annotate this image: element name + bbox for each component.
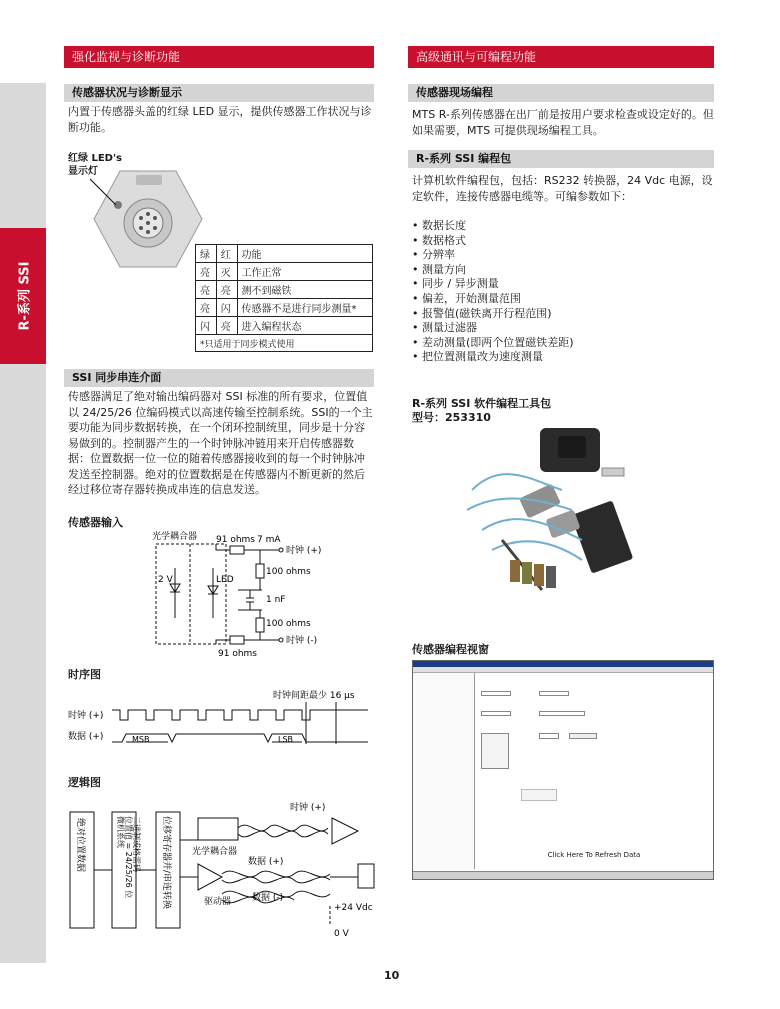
timing-interval-label: 时钟间距最少 16 μs [273,691,355,701]
kit-title: R-系列 SSI 软件编程工具包 [412,397,552,410]
logic-data-minus: 数据 (-) [252,893,284,903]
input-circuit-diagram [150,528,350,660]
param-item: • 把位置测量改为速度测量 [412,350,543,364]
logic-driver: 驱动器 [204,897,232,907]
screenshot-refresh[interactable]: Click Here To Refresh Data [547,851,641,859]
screenshot-form [479,681,705,771]
circuit-r1-label: 91 ohms [216,535,255,545]
timing-data-label: 数据 (+) [68,732,104,742]
screenshot-taskbar [413,871,713,879]
circuit-current-label: 7 mA [257,535,281,545]
param-item: • 数据格式 [412,233,466,247]
led-cell: 亮 [216,281,237,299]
pkg-text: 计算机软件编程包，包括：RS232 转换器，24 Vdc 电源，设定软件，连接传感器电缆等。可编参数如下： [412,174,713,203]
logic-clock-plus: 时钟 (+) [290,803,326,813]
led-footnote: *只适用于同步模式使用 [196,335,373,352]
timing-lsb: LSB [278,735,294,744]
kit-photo [462,420,640,604]
kit-model: 型号：253310 [412,411,491,424]
led-callout-line2: 显示灯 [68,166,98,177]
param-item: • 差动测量(即两个位置磁铁差距) [412,335,574,349]
logic-box3: 位移寄存器并/串连转换 [161,816,171,910]
param-list [412,219,574,365]
logic-vdc: +24 Vdc [334,903,373,913]
circuit-r2-label: 100 ohms [266,567,311,577]
input-title: 传感器输入 [68,516,123,529]
logic-diagram [68,798,378,946]
diag-title: 传感器状况与诊断显示 [64,84,374,102]
page-number: 10 [384,969,400,982]
field-title: 传感器现场编程 [408,84,714,102]
sensor-head-photo [90,165,206,273]
software-screenshot [412,660,714,880]
param-item: • 数据长度 [412,219,466,232]
logic-box2c: 二进制或格雷码 [132,816,141,872]
led-col-red: 红 [216,245,237,263]
sidebar-tab [0,228,46,364]
circuit-clk-minus-label: 时钟 (-) [286,636,318,646]
logic-title: 逻辑图 [68,776,101,789]
timing-msb: MSB [132,735,150,744]
timing-clock-label: 时钟 (+) [68,711,104,721]
screenshot-button[interactable] [521,789,557,801]
circuit-clk-plus-label: 时钟 (+) [286,546,322,556]
circuit-volt-label: 2 V [158,575,173,585]
led-cell: 闪 [196,317,217,335]
led-status-table [195,244,373,352]
screenshot-tree [413,673,475,869]
diag-text: 内置于传感器头盖的红绿 LED 显示，提供传感器工作状况与诊断功能。 [68,105,372,134]
sidebar-strip [0,83,46,963]
led-callout-line1: 红绿 LED's [68,153,122,164]
led-cell: 工作正常 [237,263,373,281]
left-section-header: 强化监视与诊断功能 [64,46,374,68]
screen-title: 传感器编程视窗 [412,643,489,656]
logic-optocoupler: 光学耦合器 [192,847,238,857]
timing-diagram [68,688,374,752]
ssi-title: SSI 同步串连介面 [64,369,374,387]
ssi-text: 传感器满足了绝对输出编码器对 SSI 标准的所有要求，位置值以 24/25/26 位编码模式以高速传输至控制系统。SSI的一个主要功能为同步数据转换，在一个闭环控制统里，同步是十分容易做到的。控制器产生的一个时钟脉冲链用来开启传感器数据：位置数据一位一位的随着传感器接收到的每一个时钟脉冲发送至控制器。绝对的位置数据是在传感器内不断更新的然后经过移位寄存器转换成串连的信息发送。 [68,390,373,496]
circuit-cap-label: 1 nF [266,595,286,605]
circuit-led-label: LED [216,575,234,585]
led-cell: 亮 [196,299,217,317]
led-cell: 测不到磁铁 [237,281,373,299]
led-cell: 亮 [196,281,217,299]
circuit-r4-label: 91 ohms [218,649,257,659]
sidebar-label: R-系列 SSI [17,261,33,331]
led-cell: 闪 [216,299,237,317]
logic-data-plus: 数据 (+) [248,857,284,867]
led-col-function: 功能 [237,245,373,263]
logic-box2b: 位置值 = 24/25/26 位 [124,816,133,899]
logic-box1: 绝对位置数据 [75,818,85,873]
param-item: • 分辨率 [412,248,455,262]
logic-zero: 0 V [334,929,349,939]
pkg-title: R-系列 SSI 编程包 [408,150,714,168]
timing-title: 时序图 [68,668,101,681]
led-cell: 传感器不是进行同步测量* [237,299,373,317]
led-cell: 亮 [216,317,237,335]
param-item: • 同步 / 异步测量 [412,277,499,291]
circuit-optocoupler-label: 光学耦合器 [152,532,198,542]
circuit-r3-label: 100 ohms [266,619,311,629]
logic-box2a: 微机系统 [116,816,125,848]
led-cell: 灭 [216,263,237,281]
led-col-green: 绿 [196,245,217,263]
field-text: MTS R-系列传感器在出厂前是按用户要求检查或设定好的。但如果需要，MTS 可提供现场编程工具。 [412,108,714,137]
led-cell: 亮 [196,263,217,281]
param-item: • 报警值(磁铁离开行程范围) [412,306,552,320]
param-item: • 测量过滤器 [412,321,477,335]
param-item: • 偏差，开始测量范围 [412,291,521,305]
param-item: • 测量方向 [412,262,466,276]
right-section-header: 高级通讯与可编程功能 [408,46,714,68]
led-cell: 进入编程状态 [237,317,373,335]
